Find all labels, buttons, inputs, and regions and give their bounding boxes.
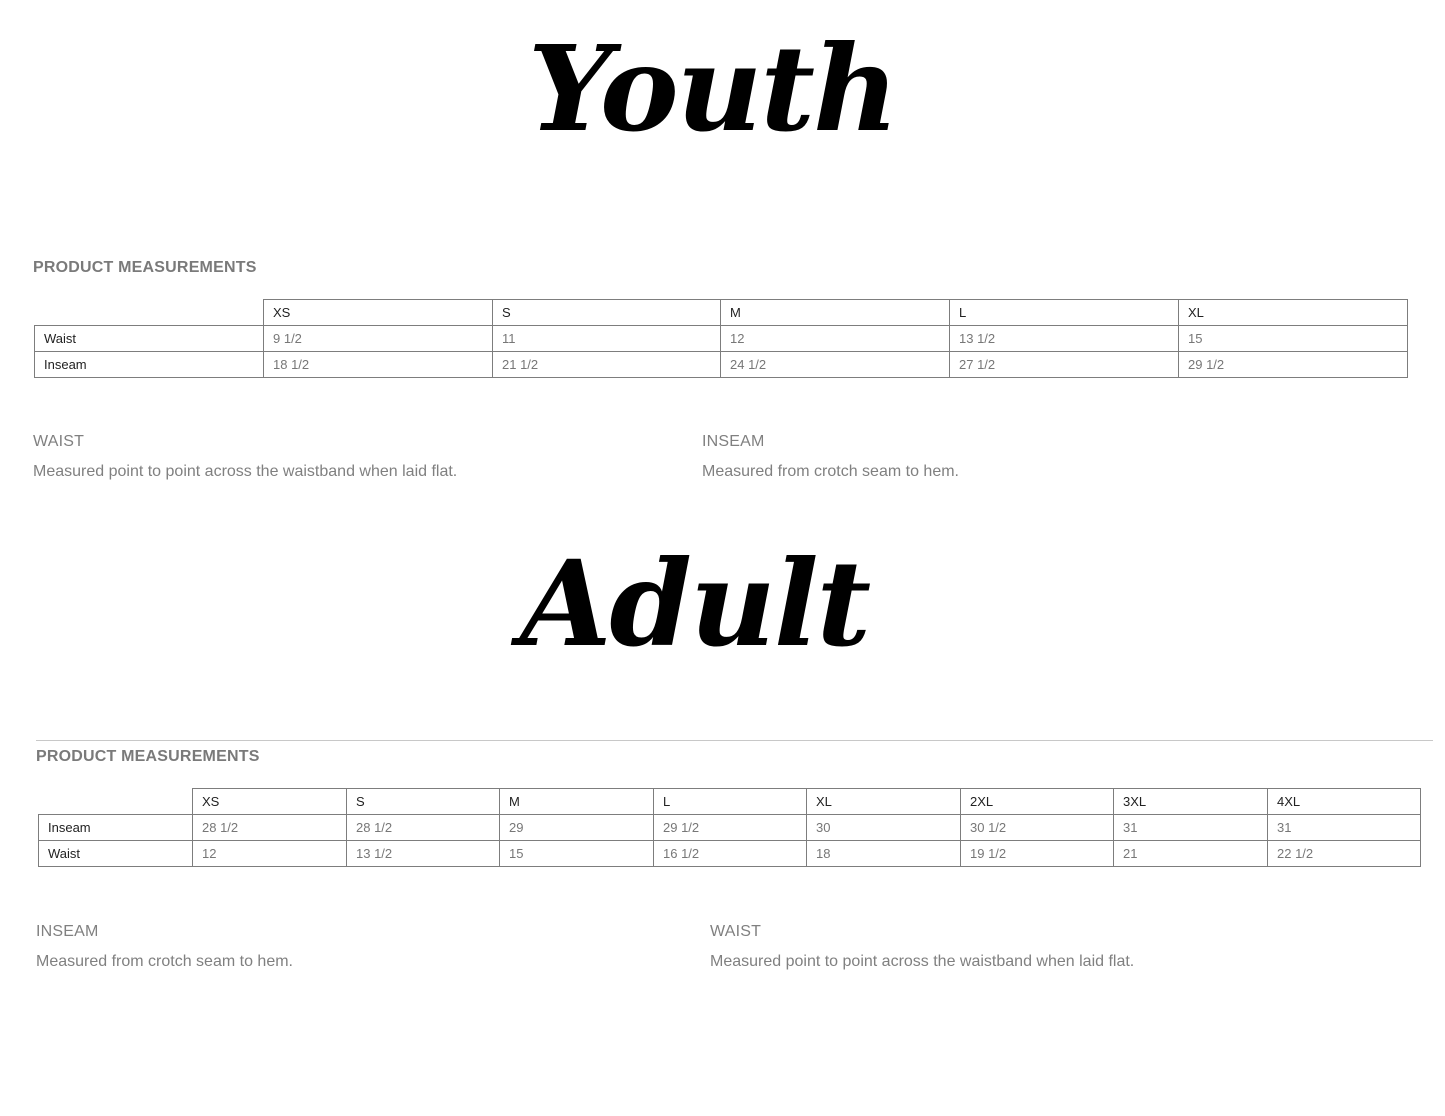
size-header: S	[347, 789, 500, 815]
table-row	[35, 326, 1408, 352]
row-label: Waist	[39, 841, 193, 867]
adult-section-label: PRODUCT MEASUREMENTS	[36, 748, 260, 765]
adult-size-table	[38, 788, 1421, 867]
definition-heading: WAIST	[33, 433, 85, 450]
table-header-row	[35, 300, 1408, 326]
size-header: 3XL	[1114, 789, 1268, 815]
table-cell: 21	[1114, 841, 1268, 867]
size-header: L	[950, 300, 1179, 326]
table-cell: 18	[807, 841, 961, 867]
row-label: Inseam	[35, 352, 264, 378]
table-cell: 13 1/2	[950, 326, 1179, 352]
definition-heading: INSEAM	[702, 433, 765, 450]
table-cell: 30 1/2	[961, 815, 1114, 841]
table-cell: 28 1/2	[193, 815, 347, 841]
size-header: XS	[193, 789, 347, 815]
table-cell: 29 1/2	[1179, 352, 1408, 378]
definition-text: Measured point to point across the waistband when laid flat.	[33, 463, 458, 480]
row-label: Inseam	[39, 815, 193, 841]
size-header: S	[493, 300, 721, 326]
table-cell: 29	[500, 815, 654, 841]
table-cell: 13 1/2	[347, 841, 500, 867]
table-corner	[35, 300, 264, 326]
adult-title: Adult	[520, 534, 870, 673]
table-corner	[39, 789, 193, 815]
youth-section-label: PRODUCT MEASUREMENTS	[33, 259, 257, 276]
size-header: 2XL	[961, 789, 1114, 815]
table-cell: 31	[1268, 815, 1421, 841]
size-header: XS	[264, 300, 493, 326]
table-cell: 9 1/2	[264, 326, 493, 352]
size-header: 4XL	[1268, 789, 1421, 815]
table-row	[39, 841, 1421, 867]
table-row	[39, 815, 1421, 841]
table-cell: 12	[721, 326, 950, 352]
table-cell: 19 1/2	[961, 841, 1114, 867]
size-header: XL	[1179, 300, 1408, 326]
table-cell: 15	[500, 841, 654, 867]
row-label: Waist	[35, 326, 264, 352]
definition-text: Measured from crotch seam to hem.	[702, 463, 959, 480]
table-cell: 15	[1179, 326, 1408, 352]
youth-title: Youth	[528, 19, 897, 158]
table-cell: 29 1/2	[654, 815, 807, 841]
table-row	[35, 352, 1408, 378]
size-header: M	[721, 300, 950, 326]
table-cell: 24 1/2	[721, 352, 950, 378]
definition-heading: WAIST	[710, 923, 762, 940]
table-cell: 21 1/2	[493, 352, 721, 378]
table-cell: 27 1/2	[950, 352, 1179, 378]
table-header-row	[39, 789, 1421, 815]
table-cell: 11	[493, 326, 721, 352]
section-divider	[36, 740, 1433, 741]
table-cell: 16 1/2	[654, 841, 807, 867]
table-cell: 22 1/2	[1268, 841, 1421, 867]
size-header: M	[500, 789, 654, 815]
size-header: XL	[807, 789, 961, 815]
definition-text: Measured from crotch seam to hem.	[36, 953, 293, 970]
definition-heading: INSEAM	[36, 923, 99, 940]
table-cell: 31	[1114, 815, 1268, 841]
table-cell: 12	[193, 841, 347, 867]
youth-size-table	[34, 299, 1408, 378]
definition-text: Measured point to point across the waistband when laid flat.	[710, 953, 1135, 970]
table-cell: 18 1/2	[264, 352, 493, 378]
table-cell: 30	[807, 815, 961, 841]
table-cell: 28 1/2	[347, 815, 500, 841]
size-header: L	[654, 789, 807, 815]
